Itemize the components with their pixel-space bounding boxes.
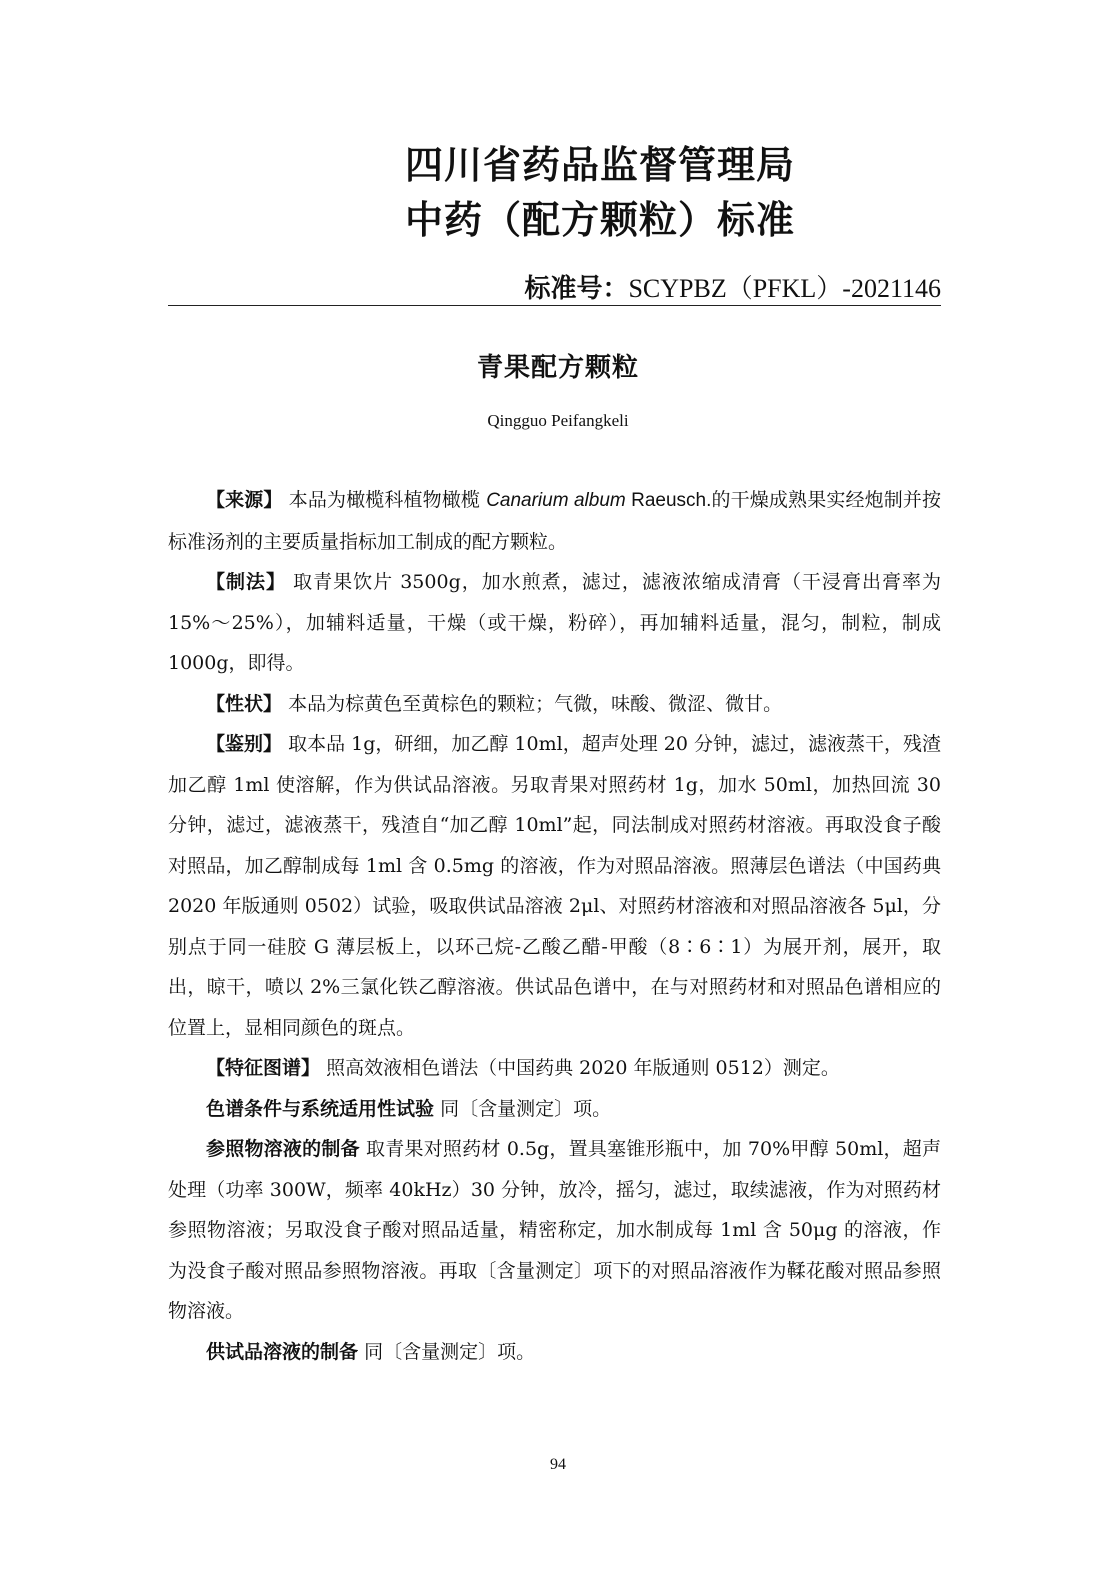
section-label: 【性状】 <box>206 692 283 715</box>
section-text: 本品为棕黄色至黄棕色的颗粒；气微，味酸、微涩、微甘。 <box>288 692 783 715</box>
monograph-title: 青果配方颗粒 <box>476 353 639 383</box>
monograph-pinyin: Qingguo Peifangkeli <box>487 411 629 430</box>
section-preparation <box>168 562 941 684</box>
header-divider <box>168 305 941 306</box>
standard-number-label: 标准号： <box>524 274 629 304</box>
section-text: 照高效液相色谱法（中国药典 2020 年版通则 0512）测定。 <box>326 1057 840 1079</box>
section-text: 取本品 1g，研细，加乙醇 10ml，超声处理 20 分钟，滤过，滤液蒸干，残渣加乙醇 1ml 使溶解，作为供试品溶液。另取青果对照药材 1g，加水 50ml，加热回流 30 分钟，滤过，滤液蒸干，残渣自“加乙醇 10ml”起，同法制成对照药材溶液。再取没食子酸对照品，加乙醇制成每 1ml 含 0.5mg 的溶液，作为对照品溶液。照薄层色谱法（中国药典 2020 年版通则 0502）试验，吸取供试品溶液 2μl、对照药材溶液和对照品溶液各 5μl，分别点于同一硅胶 G 薄层板上，以环己烷-乙酸乙醋-甲酸（8∶6∶1）为展开剂，展开，取出，晾干，喷以 2%三氯化铁乙醇溶液。供试品色谱中，在与对照药材和对照品色谱相应的位置上，显相同颜色的斑点。 <box>168 733 941 1039</box>
subsection-label: 参照物溶液的制备 <box>206 1138 360 1160</box>
latin-binomial: Canarium album <box>486 490 626 511</box>
section-source <box>168 480 941 562</box>
section-fingerprint <box>168 1048 941 1089</box>
subsection-label: 供试品溶液的制备 <box>206 1340 359 1363</box>
subsection-reference-solution <box>168 1129 941 1332</box>
subsection-text: 同〔含量测定〕项。 <box>364 1340 536 1363</box>
section-label: 【特征图谱】 <box>206 1057 321 1079</box>
section-label: 【来源】 <box>206 489 283 511</box>
monograph-body <box>168 480 941 1372</box>
section-description <box>168 684 941 725</box>
section-label: 【制法】 <box>206 571 287 593</box>
subsection-test-solution <box>168 1332 941 1373</box>
latin-name <box>486 490 711 511</box>
section-identification <box>168 724 941 1048</box>
subsection-chromatographic-conditions <box>168 1089 941 1130</box>
subsection-label: 色谱条件与系统适用性试验 <box>206 1097 435 1120</box>
page-number: 94 <box>550 1456 566 1473</box>
standard-type-title: 中药（配方颗粒）标准 <box>404 198 795 242</box>
standard-number-code: SCYPBZ（PFKL）-2021146 <box>628 274 941 303</box>
section-text: 取青果饮片 3500g，加水煎煮，滤过，滤液浓缩成清膏（干浸膏出膏率为 15%～25%），加辅料适量，干燥（或干燥，粉碎），再加辅料适量，混匀，制粒，制成 1000g，即得。 <box>168 571 941 674</box>
section-text: 本品为橄榄科植物橄榄 <box>288 489 487 511</box>
section-label: 【鉴别】 <box>206 733 283 755</box>
latin-author: Raeusch. <box>625 490 712 511</box>
agency-title: 四川省药品监督管理局 <box>404 143 795 187</box>
subsection-text: 同〔含量测定〕项。 <box>440 1097 612 1120</box>
section-text: 的干燥成熟果实经炮制并按标准汤剂的主要质量指标加工制成的配方颗粒。 <box>168 489 941 553</box>
standard-number <box>524 268 941 305</box>
subsection-text: 取青果对照药材 0.5g，置具塞锥形瓶中，加 70%甲醇 50ml，超声处理（功率 300W，频率 40kHz）30 分钟，放冷，摇匀，滤过，取续滤液，作为对照药材参照物溶液；另取没食子酸对照品适量，精密称定，加水制成每 1ml 含 50μg 的溶液，作为没食子酸对照品参照物溶液。再取〔含量测定〕项下的对照品溶液作为鞣花酸对照品参照物溶液。 <box>168 1138 941 1322</box>
